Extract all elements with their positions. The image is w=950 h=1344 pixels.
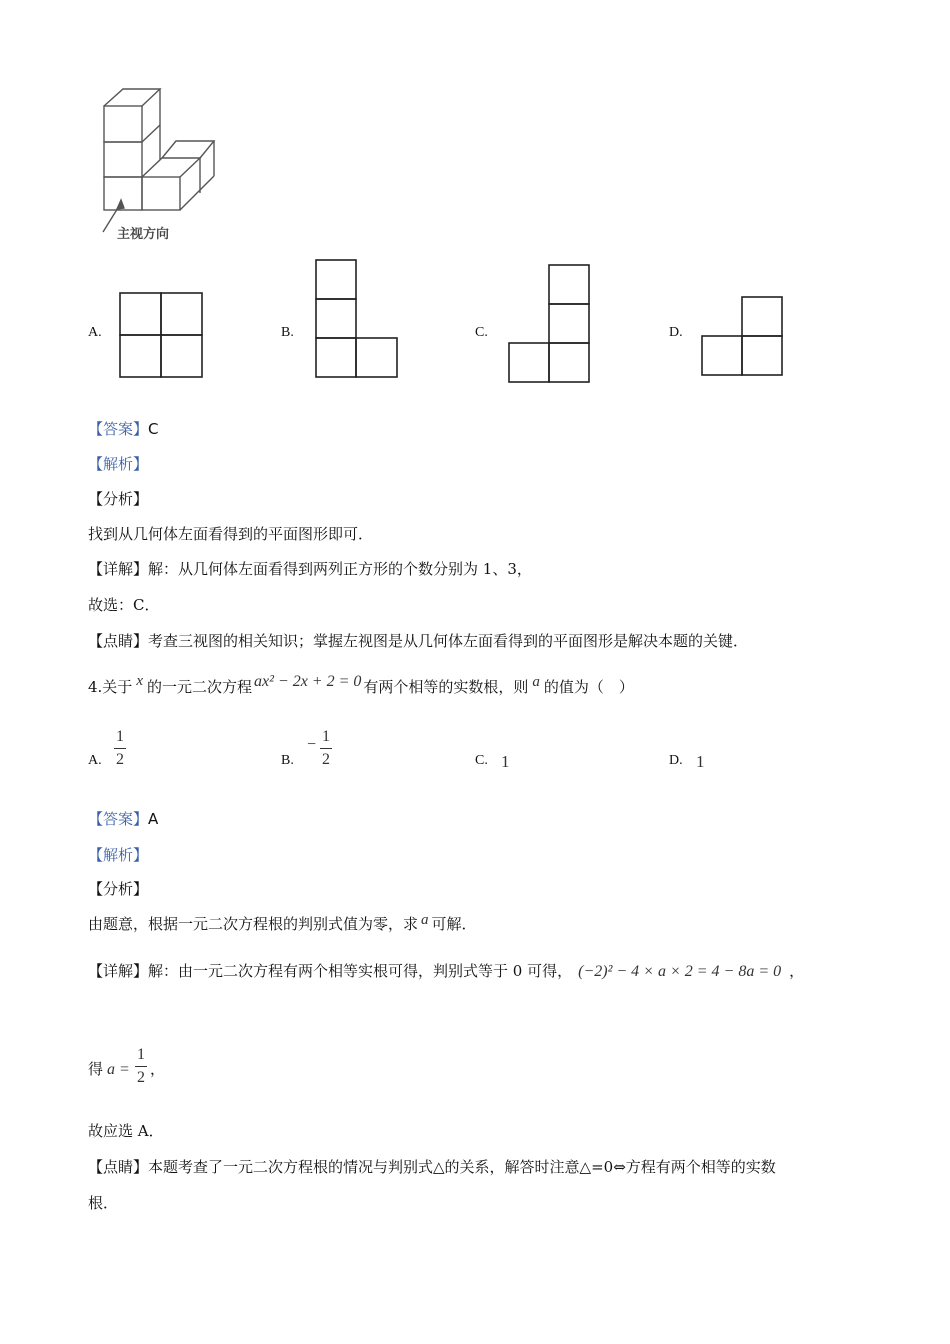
square — [120, 293, 161, 335]
answer-tag: 【答案】 — [88, 810, 149, 828]
q3-option-d-figure — [702, 297, 792, 387]
q3-option-c-figure — [509, 265, 599, 385]
q4-option-d-value: 1 — [696, 752, 705, 771]
q4-option-c-label: C. — [475, 753, 488, 768]
numerator: 1 — [116, 728, 124, 745]
q4-option-a-label: A. — [88, 753, 102, 768]
q3-option-a-label: A. — [88, 325, 102, 340]
denominator: 2 — [116, 751, 124, 768]
q4-dianjing — [88, 1156, 776, 1178]
q4-xiangjie — [88, 960, 804, 983]
fenxi-var: a — [421, 912, 429, 928]
q3-option-b-label: B. — [281, 325, 294, 340]
de-fraction — [135, 1046, 147, 1087]
numerator: 1 — [322, 728, 330, 745]
q3-fenxi-text: 找到从几何体左面看得到的平面图形即可． — [88, 525, 374, 543]
q4-stem-c: 有两个相等的实数根，则 — [363, 678, 529, 696]
q4-option-b-label: B. — [281, 753, 294, 768]
q4-option-b-sign: − — [307, 736, 317, 753]
xiangjie-tag: 【详解】 — [88, 962, 149, 980]
q3-jiexi-tag: 【解析】 — [88, 455, 149, 473]
q4-option-d-label: D. — [669, 753, 683, 768]
q4-stem-a: 4.关于 — [88, 678, 133, 696]
q4-option-c-value: 1 — [501, 752, 510, 771]
q4-option-b-fraction — [320, 728, 332, 769]
fenxi-b: 可解． — [431, 915, 477, 933]
de-lhs: a = — [107, 1061, 130, 1078]
dianjing-tag: 【点睛】 — [88, 632, 149, 650]
q3-option-b-figure — [316, 260, 406, 380]
q4-equation: ax² − 2x + 2 = 0 — [254, 673, 362, 690]
q4-de — [88, 1058, 130, 1081]
q4-guying: 故应选 A． — [88, 1122, 164, 1140]
q4-answer — [88, 808, 158, 830]
q4-stem-b: 的一元二次方程 — [146, 678, 252, 696]
var-x: x — [136, 673, 143, 689]
denominator: 2 — [322, 751, 330, 768]
q3-fenxi-tag: 【分析】 — [88, 490, 149, 508]
answer-value: C — [148, 420, 159, 438]
q3-xiangjie — [88, 558, 532, 580]
q3-option-d-label: D. — [669, 325, 683, 340]
q3-dianjing — [88, 630, 748, 652]
xiangjie-comma: ， — [789, 962, 805, 980]
denominator: 2 — [137, 1069, 145, 1086]
q4-jiexi-tag: 【解析】 — [88, 846, 149, 864]
var-a: a — [532, 674, 540, 690]
numerator: 1 — [137, 1046, 145, 1063]
figure-caption: 主视方向 — [117, 227, 170, 242]
answer-value: A — [148, 810, 159, 828]
dianjing-line1: 本题考查了一元二次方程根的情况与判别式△的关系，解答时注意△=0⇔方程有两个相等的实数 — [148, 1158, 776, 1176]
xiangjie-tag: 【详解】 — [88, 560, 149, 578]
q3-option-a-figure — [120, 293, 210, 383]
fenxi-a: 由题意，根据一元二次方程根的判别式值为零，求 — [88, 915, 419, 933]
answer-tag: 【答案】 — [88, 420, 149, 438]
q3-option-c-label: C. — [475, 325, 488, 340]
xiangjie-formula: (−2)² − 4 × a × 2 = 4 − 8a = 0 — [578, 963, 782, 980]
cube-solid-figure — [0, 0, 950, 260]
q4-dianjing-line2: 根． — [88, 1194, 119, 1212]
dianjing-tag: 【点睛】 — [88, 1158, 149, 1176]
q4-stem — [88, 673, 634, 699]
q4-stem-d: 的值为（ ） — [543, 678, 634, 696]
de-label: 得 — [88, 1060, 104, 1078]
dianjing-text: 考查三视图的相关知识；掌握左视图是从几何体左面看得到的平面图形是解决本题的关键． — [148, 632, 749, 650]
square — [120, 335, 161, 377]
q4-fenxi-text — [88, 913, 477, 936]
de-end: ， — [150, 1060, 166, 1078]
xiangjie-text: 解：从几何体左面看得到两列正方形的个数分别为 1、3， — [148, 560, 532, 578]
q3-answer — [88, 418, 159, 440]
xiangjie-text: 解：由一元二次方程有两个相等实根可得，判别式等于 0 可得， — [148, 962, 573, 980]
square — [161, 335, 202, 377]
square — [161, 293, 202, 335]
q4-fenxi-tag: 【分析】 — [88, 880, 149, 898]
q4-option-a-fraction — [114, 728, 126, 769]
q3-guxuan: 故选：C． — [88, 596, 160, 614]
